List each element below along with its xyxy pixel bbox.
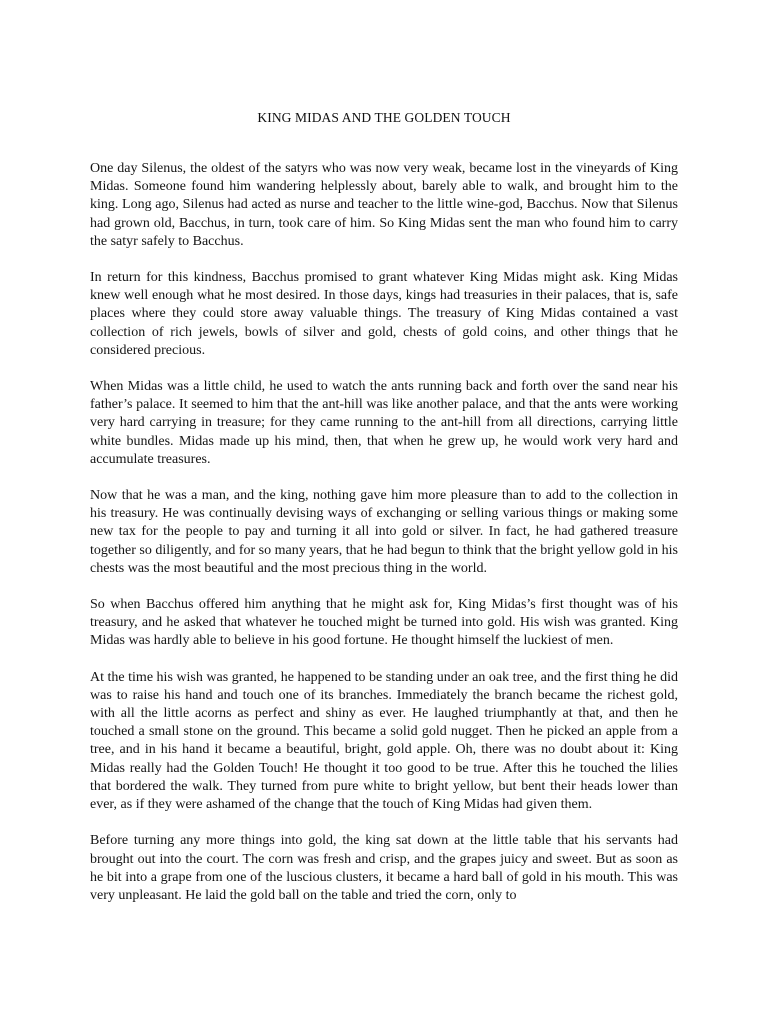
paragraph-2: In return for this kindness, Bacchus promised to grant whatever King Midas might ask. King Midas knew well enough what he most desired. In those days, kings had treasuries in their palaces, that is, safe places where they could store away valuable things. The treasury of King Midas contained a vast collection of rich jewels, bowls of silver and gold, chests of gold coins, and other things that he considered precious.: [90, 270, 678, 358]
paragraph-1: One day Silenus, the oldest of the satyrs who was now very weak, became lost in the vineyards of King Midas. Someone found him wandering helplessly about, barely able to walk, and brought him to the king. Long ago, Silenus had acted as nurse and teacher to the little wine-god, Bacchus. Now that Silenus had grown old, Bacchus, in turn, took care of him. So King Midas sent the man who found him to carry the satyr safely to Bacchus.: [90, 161, 678, 249]
document-body: [90, 160, 678, 923]
paragraph-7: Before turning any more things into gold, the king sat down at the little table that his servants had brought out into the court. The corn was fresh and crisp, and the grapes juicy and sweet. But as soon as he bit into a grape from one of the luscious clusters, it became a hard ball of gold in his mouth. This was very unpleasant. He laid the gold ball on the table and tried the corn, only to: [90, 833, 678, 903]
paragraph-6: At the time his wish was granted, he happened to be standing under an oak tree, and the first thing he did was to raise his hand and touch one of its branches. Immediately the branch became the richest gold, with all the little acorns as perfect and shiny as ever. He laughed triumphantly at that, and then he touched a small stone on the ground. This became a solid gold nugget. Then he picked an apple from a tree, and in his hand it became a beautiful, bright, gold apple. Oh, there was no doubt about it: King Midas really had the Golden Touch! He thought it too good to be true. After this he touched the lilies that bordered the walk. They turned from pure white to bright yellow, but bent their heads lower than ever, as if they were ashamed of the change that the touch of King Midas had given them.: [90, 669, 678, 813]
paragraph-5: So when Bacchus offered him anything that he might ask for, King Midas’s first thought was of his treasury, and he asked that whatever he touched might be turned into gold. His wish was granted. King Midas was hardly able to believe in his good fortune. He thought himself the luckiest of men.: [90, 597, 678, 649]
paragraph-3: When Midas was a little child, he used to watch the ants running back and forth over the sand near his father’s palace. It seemed to him that the ant-hill was like another palace, and that the ants were working very hard carrying in treasure; for they came running to the ant-hill from all directions, carrying little white bundles. Midas made up his mind, then, that when he grew up, he would work very hard and accumulate treasures.: [90, 379, 678, 467]
paragraph-4: Now that he was a man, and the king, nothing gave him more pleasure than to add to the collection in his treasury. He was continually devising ways of exchanging or selling various things or making some new tax for the people to pay and turning it all into gold or silver. In fact, he had gathered treasure together so diligently, and for so many years, that he had begun to think that the bright yellow gold in his chests was the most beautiful and the most precious thing in the world.: [90, 488, 678, 576]
document-title: KING MIDAS AND THE GOLDEN TOUCH: [257, 110, 511, 125]
